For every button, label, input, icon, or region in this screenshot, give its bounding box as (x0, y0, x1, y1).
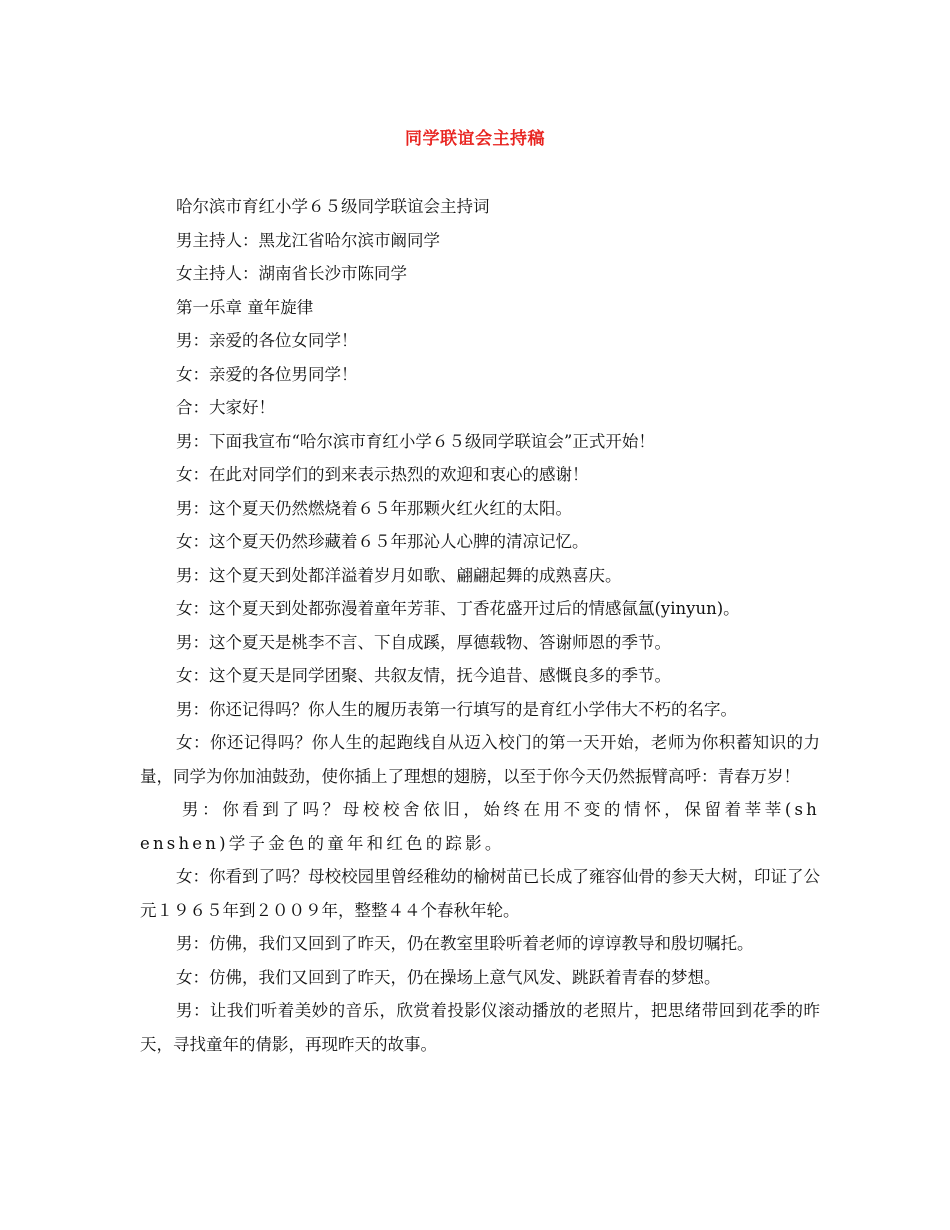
paragraph-line: 女：你看到了吗？母校校园里曾经稚幼的榆树苗已长成了雍容仙骨的参天大树，印证了公元１９６５年到２００９年，整整４４个春秋年轮。 (140, 867, 820, 920)
paragraph-line: 女：这个夏天到处都弥漫着童年芳菲、丁香花盛开过后的情感氤氲(yinyun)。 (176, 599, 740, 618)
paragraph-line: 女：你还记得吗？你人生的起跑线自从迈入校门的第一天开始，老师为你积蓄知识的力量，同学为你加油鼓劲，使你插上了理想的翅膀，以至于你今天仍然振臂高呼：青春万岁！ (140, 733, 820, 786)
paragraph-line: 男：这个夏天仍然燃烧着６５年那颗火红火红的太阳。 (176, 498, 572, 518)
paragraph-line: 女：仿佛，我们又回到了昨天，仍在操场上意气风发、跳跃着青春的梦想。 (176, 967, 721, 987)
paragraph-line: 男：下面我宣布“哈尔滨市育红小学６５级同学联谊会”正式开始！ (176, 431, 655, 451)
paragraph-line: 男：让我们听着美妙的音乐，欣赏着投影仪滚动播放的老照片，把思绪带回到花季的昨天，寻找童年的倩影，再现昨天的故事。 (140, 1001, 820, 1054)
paragraph-line: 女：这个夏天仍然珍藏着６５年那沁人心脾的清凉记忆。 (176, 532, 589, 551)
document-title: 同学联谊会主持稿 (405, 129, 545, 149)
paragraph-line: 女：这个夏天是同学团聚、共叙友情，抚今追昔、感慨良多的季节。 (176, 666, 671, 685)
paragraph-line: 男：你还记得吗？你人生的履历表第一行填写的是育红小学伟大不朽的名字。 (176, 699, 737, 719)
paragraph-female-host: 女主持人：湖南省长沙市陈同学 (176, 264, 407, 283)
paragraph-line: 合：大家好！ (176, 398, 275, 417)
paragraph-line: 女：亲爱的各位男同学！ (176, 364, 358, 384)
paragraph-male-host: 男主持人：黑龙江省哈尔滨市阚同学 (176, 230, 440, 250)
paragraph-chapter-one: 第一乐章 童年旋律 (176, 297, 314, 317)
paragraph-heading: 哈尔滨市育红小学６５级同学联谊会主持词 (176, 197, 490, 216)
document-body (140, 190, 820, 1061)
paragraph-line: 男：这个夏天到处都洋溢着岁月如歌、翩翩起舞的成熟喜庆。 (176, 565, 622, 585)
paragraph-line: 男：你看到了吗？母校校舍依旧，始终在用不变的情怀，保留着莘莘(shenshen)学子金色的童年和红色的踪影。 (140, 800, 820, 853)
paragraph-line: 男：仿佛，我们又回到了昨天，仍在教室里聆听着老师的谆谆教导和殷切嘱托。 (176, 934, 754, 953)
paragraph-line: 男：亲爱的各位女同学！ (176, 331, 358, 350)
paragraph-line: 女：在此对同学们的到来表示热烈的欢迎和衷心的感谢！ (176, 465, 589, 484)
paragraph-line: 男：这个夏天是桃李不言、下自成蹊，厚德载物、答谢师恩的季节。 (176, 632, 671, 652)
